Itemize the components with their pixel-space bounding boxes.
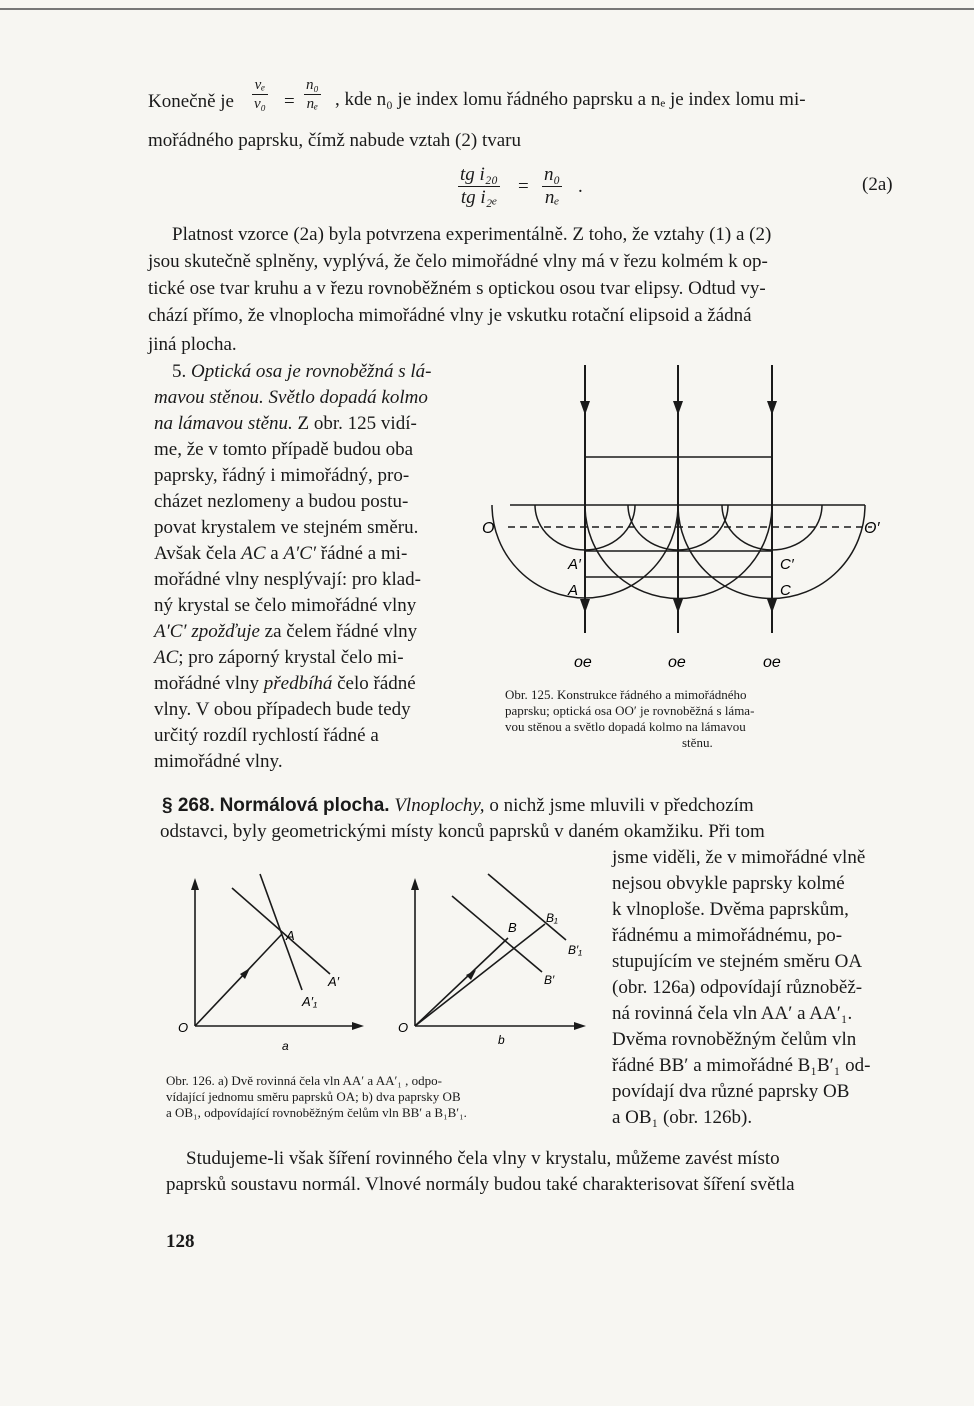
sec268-right-line: stupujícím ve stejném směru OA xyxy=(612,951,863,972)
page-number: 128 xyxy=(166,1231,195,1252)
b-ray-OB1 xyxy=(415,924,545,1026)
para1-line: Platnost vzorce (2a) byla potvrzena experimentálně. Z toho, že vztahy (1) a (2) xyxy=(172,224,772,245)
sec5-line-8: Avšak čela AC a A′C′ řádné a mi- xyxy=(154,543,408,564)
a-label-A1-prime: A′₁ xyxy=(302,994,318,1009)
intro-line-1-end: , kde n₀ je index lomu řádného paprsku a nₑ je index lomu mi- xyxy=(335,89,806,110)
intro-line-2: mořádného paprsku, čímž nabude vztah (2) tvaru xyxy=(148,130,522,151)
sec5-line-14: vlny. V obou případech bude tedy xyxy=(154,699,411,720)
fig126-caption: vídající jednomu směru paprsků OA; b) dva paprsky OB xyxy=(166,1089,461,1104)
sec268-right-line: a OB₁ (obr. 126b). xyxy=(612,1107,753,1128)
para1-line: tické ose tvar kruhu a v řezu rovnoběžném s optickou osou tvar elipsy. Odtud vy- xyxy=(148,278,766,299)
page-edge xyxy=(0,8,974,10)
sec5-line: paprsky, řádný i mimořádný, pro- xyxy=(154,465,410,486)
sec5-line-13: mořádné vlny předbíhá čelo řádné xyxy=(154,673,416,694)
sec5-line: cházet nezlomeny a budou postu- xyxy=(154,491,409,512)
a-label-A-prime: A′ xyxy=(328,974,340,989)
label-O: O xyxy=(482,520,495,537)
para1-line: jsou skutečně splněny, vyplývá, že čelo mimořádné vlny má v řezu kolmém k op- xyxy=(148,251,768,272)
b-label-B1: B₁ xyxy=(546,911,558,925)
formula-frac-tg: $\frac{\text{tg i₂₀}}{\text{tg i₂ₑ}}$ xyxy=(460,164,499,208)
label-O-prime: O′ xyxy=(864,520,880,537)
para1-line: chází přímo, že vlnoplocha mimořádné vlny je vskutku rotační elipsoid a žádná xyxy=(148,305,752,326)
final-line: Studujeme-li však šíření rovinného čela vlny v krystalu, můžeme zavést místo xyxy=(186,1148,780,1169)
sec268-right-line: (obr. 126a) odpovídají různoběž- xyxy=(612,977,863,998)
fig126-caption: a OB₁, odpovídající rovnoběžným čelům vln BB′ a B₁B′₁. xyxy=(166,1105,467,1120)
sec268-line-1: § 268. Normálová plocha. Vlnoplochy, o nichž jsme mluvili v předchozím xyxy=(162,795,754,816)
equals: = xyxy=(284,91,295,112)
b-label-O: O xyxy=(398,1020,409,1035)
sec5-line-10: ný krystal se čelo mimořádné vlny xyxy=(154,595,417,616)
label-C: C xyxy=(780,582,791,599)
b-front-B1B1 xyxy=(488,874,566,940)
b-label-B-prime: B′ xyxy=(544,973,555,987)
sec5-line-12: AC; pro záporný krystal čelo mi- xyxy=(154,647,404,668)
sec268-right-line: ná rovinná čela vln AA′ a AA′₁. xyxy=(612,1003,853,1024)
formula-label: (2a) xyxy=(862,174,893,195)
a-label-O: O xyxy=(178,1020,189,1035)
sec5-line-1: 5. Optická osa je rovnoběžná s lá- xyxy=(172,361,432,382)
frac-v: $\frac{\text{vₑ}}{\text{v₀}}$ xyxy=(254,77,266,112)
b-ray-OB xyxy=(415,938,508,1026)
b-label-B1-prime: B′₁ xyxy=(568,943,583,957)
sec268-right-line: jsme viděli, že v mimořádné vlně xyxy=(612,847,866,868)
a-label-A: A xyxy=(286,928,295,943)
intro-line-1-start: Konečně je xyxy=(148,91,234,112)
a-sublabel: a xyxy=(282,1039,289,1053)
b-label-B: B xyxy=(508,920,517,935)
figure-126 xyxy=(170,868,600,1058)
sec5-line-11: A′C′ zpožďuje za čelem řádné vlny xyxy=(154,621,418,642)
formula-frac-n: $\frac{\text{n₀}}{\text{nₑ}}$ xyxy=(544,164,561,208)
label-C-prime: C′ xyxy=(780,556,794,573)
fig125-caption: paprsku; optická osa OO′ je rovnoběžná s láma- xyxy=(505,703,755,718)
fig126-caption: Obr. 126. a) Dvě rovinná čela vln AA′ a AA′₁ , odpo- xyxy=(166,1073,442,1088)
sec5-line-3: na lámavou stěnu. Z obr. 125 vidí- xyxy=(154,413,417,434)
b-sublabel: b xyxy=(498,1033,505,1047)
label-oe: oe xyxy=(763,654,781,671)
para1-line: jiná plocha. xyxy=(148,334,237,355)
sec268-line-2: odstavci, byly geometrickými místy konců paprsků v daném okamžiku. Při tom xyxy=(160,821,765,842)
a-front-AA1 xyxy=(260,874,302,990)
sec5-line-2: mavou stěnou. Světlo dopadá kolmo xyxy=(154,387,428,408)
fig125-caption: Obr. 125. Konstrukce řádného a mimořádného xyxy=(505,687,747,702)
sec268-right-line: povídají dva různé paprsky OB xyxy=(612,1081,850,1102)
label-A: A xyxy=(568,582,579,599)
a-ray-OA xyxy=(195,934,282,1026)
sec268-right-line: řádnému a mimořádnému, po- xyxy=(612,925,843,946)
sec5-line-15: určitý rozdíl rychlostí řádné a xyxy=(154,725,379,746)
formula-equals: = xyxy=(518,176,529,197)
sec5-line: povat krystalem ve stejném směru. xyxy=(154,517,419,538)
sec268-right-line: Dvěma rovnoběžným čelům vln xyxy=(612,1029,857,1050)
frac-n: $\frac{\text{n₀}}{\text{nₑ}}$ xyxy=(306,77,319,112)
sec268-right-line: řádné BB′ a mimořádné B₁B′₁ od- xyxy=(612,1055,871,1076)
label-oe: oe xyxy=(668,654,686,671)
sec5-line-9: mořádné vlny nesplývají: pro klad- xyxy=(154,569,421,590)
figure-125 xyxy=(480,355,900,675)
fig125-caption: vou stěnou a světlo dopadá kolmo na lámavou xyxy=(505,719,746,734)
fig125-caption: stěnu. xyxy=(682,735,713,750)
label-A-prime: A′ xyxy=(568,556,581,573)
label-oe: oe xyxy=(574,654,592,671)
sec5-line: me, že v tomto případě budou oba xyxy=(154,439,414,460)
final-line: paprsků soustavu normál. Vlnové normály budou také charakterisovat šíření světla xyxy=(166,1174,795,1195)
sec268-right-line: k vlnoploše. Dvěma paprskům, xyxy=(612,899,849,920)
sec268-right-line: nejsou obvykle paprsky kolmé xyxy=(612,873,845,894)
formula-end: . xyxy=(578,176,583,197)
sec5-line-16: mimořádné vlny. xyxy=(154,751,283,772)
